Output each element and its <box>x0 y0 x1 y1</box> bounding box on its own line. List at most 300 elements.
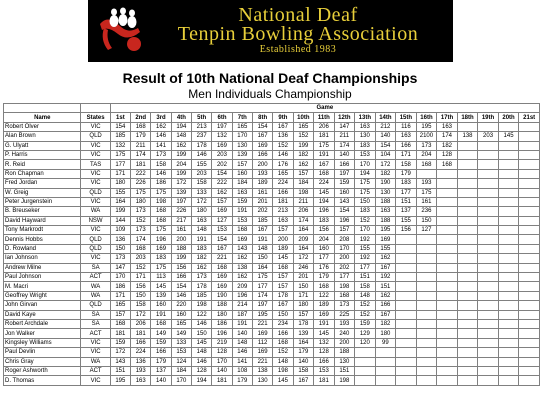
game-score: 169 <box>252 348 272 357</box>
game-score <box>396 273 417 282</box>
game-score: 159 <box>110 338 130 347</box>
game-score: 150 <box>355 197 376 206</box>
association-name-line2: Tenpin Bowling Association <box>177 23 419 45</box>
game-score: 173 <box>131 207 151 216</box>
game-score <box>498 244 519 253</box>
game-score <box>437 235 458 244</box>
game-score <box>519 197 540 206</box>
game-score <box>478 197 499 206</box>
game-score: 166 <box>171 273 191 282</box>
game-score: 158 <box>355 282 376 291</box>
table-row <box>4 244 540 253</box>
game-score: 180 <box>293 301 314 310</box>
game-score: 203 <box>131 254 151 263</box>
game-score: 152 <box>273 141 293 150</box>
game-score: 175 <box>131 188 151 197</box>
game-score: 180 <box>212 310 232 319</box>
game-score: 161 <box>416 197 437 206</box>
game-score <box>457 338 478 347</box>
game-score: 174 <box>293 216 314 225</box>
game-score: 173 <box>110 254 130 263</box>
game-score: 168 <box>151 319 171 328</box>
game-score <box>519 122 540 131</box>
game-score <box>437 207 458 216</box>
game-score: 156 <box>314 226 334 235</box>
game-score: 153 <box>171 348 191 357</box>
game-score: 175 <box>252 273 272 282</box>
game-score: 146 <box>232 348 252 357</box>
game-score: 162 <box>171 141 191 150</box>
game-score <box>457 160 478 169</box>
game-score <box>416 244 437 253</box>
game-score <box>457 216 478 225</box>
game-score: 203 <box>212 150 232 159</box>
game-score <box>478 319 499 328</box>
game-score: 168 <box>232 226 252 235</box>
game-score: 152 <box>293 132 314 141</box>
game-score: 145 <box>151 282 171 291</box>
bowler-state: WA <box>81 357 110 366</box>
bowler-name: P. Harris <box>4 150 81 159</box>
game-score: 196 <box>212 329 232 338</box>
game-score: 157 <box>293 169 314 178</box>
game-score: 172 <box>110 348 130 357</box>
game-score <box>437 263 458 272</box>
game-score: 197 <box>212 122 232 131</box>
game-score: 182 <box>375 319 396 328</box>
game-score <box>519 254 540 263</box>
game-score: 143 <box>334 197 355 206</box>
game-score: 234 <box>273 319 293 328</box>
bowler-state: VIC <box>81 226 110 235</box>
game-score: 157 <box>293 310 314 319</box>
table-row <box>4 263 540 272</box>
game-score <box>437 291 458 300</box>
game-score <box>457 226 478 235</box>
game-score: 191 <box>232 207 252 216</box>
game-score: 167 <box>293 376 314 385</box>
game-score: 195 <box>252 310 272 319</box>
game-score <box>519 338 540 347</box>
game-score: 197 <box>252 301 272 310</box>
game-score <box>396 348 417 357</box>
game-score: 192 <box>375 273 396 282</box>
game-score <box>519 282 540 291</box>
game-score: 190 <box>212 291 232 300</box>
game-score: 181 <box>273 197 293 206</box>
game-score: 167 <box>375 310 396 319</box>
game-score: 140 <box>334 150 355 159</box>
game-column-header: 15th <box>396 113 417 122</box>
game-score: 150 <box>273 310 293 319</box>
game-score: 158 <box>131 301 151 310</box>
bowler-name: Geoffrey Wright <box>4 291 81 300</box>
game-score: 202 <box>334 263 355 272</box>
game-score: 191 <box>232 319 252 328</box>
game-score: 170 <box>110 273 130 282</box>
game-score <box>498 273 519 282</box>
game-score: 2100 <box>416 132 437 141</box>
game-score <box>498 348 519 357</box>
game-score: 122 <box>314 291 334 300</box>
game-score: 179 <box>293 348 314 357</box>
game-score: 165 <box>293 122 314 131</box>
game-score: 179 <box>314 273 334 282</box>
game-score: 169 <box>252 141 272 150</box>
game-score <box>416 254 437 263</box>
game-score: 179 <box>131 132 151 141</box>
page-subtitle: Men Individuals Championship <box>188 87 352 101</box>
game-score <box>396 291 417 300</box>
table-row <box>4 122 540 131</box>
game-score <box>437 282 458 291</box>
game-score <box>396 244 417 253</box>
game-score: 196 <box>232 291 252 300</box>
game-score: 150 <box>416 216 437 225</box>
game-score: 208 <box>334 235 355 244</box>
game-score: 193 <box>416 179 437 188</box>
bowler-name: D. Rowland <box>4 244 81 253</box>
game-score: 136 <box>131 357 151 366</box>
game-column-header: 8th <box>252 113 272 122</box>
game-score: 157 <box>273 282 293 291</box>
game-score <box>416 273 437 282</box>
game-score <box>437 329 458 338</box>
game-score: 161 <box>252 188 272 197</box>
game-column-header: 2nd <box>131 113 151 122</box>
game-score <box>478 376 499 385</box>
game-score <box>437 226 458 235</box>
game-score <box>498 169 519 178</box>
game-score: 166 <box>273 329 293 338</box>
game-score <box>478 179 499 188</box>
game-score <box>519 329 540 338</box>
game-score <box>519 273 540 282</box>
game-score: 166 <box>334 160 355 169</box>
game-score: 194 <box>355 169 376 178</box>
table-row <box>4 235 540 244</box>
bowler-state: QLD <box>81 235 110 244</box>
game-score <box>457 207 478 216</box>
game-score <box>457 319 478 328</box>
game-score <box>457 329 478 338</box>
game-score: 171 <box>293 291 314 300</box>
game-score <box>396 235 417 244</box>
game-score: 153 <box>355 150 376 159</box>
game-score <box>519 132 540 141</box>
game-score: 130 <box>232 141 252 150</box>
bowler-name: Paul Devlin <box>4 348 81 357</box>
game-score: 152 <box>355 310 376 319</box>
game-score: 196 <box>334 216 355 225</box>
game-score: 159 <box>151 338 171 347</box>
game-score <box>457 179 478 188</box>
game-score: 178 <box>293 319 314 328</box>
game-score: 199 <box>293 141 314 150</box>
game-score: 152 <box>131 216 151 225</box>
game-score: 128 <box>212 348 232 357</box>
game-score: 132 <box>212 132 232 141</box>
game-score <box>498 197 519 206</box>
bowler-name: Peter Jurgenstein <box>4 197 81 206</box>
game-score <box>478 348 499 357</box>
game-score: 168 <box>273 263 293 272</box>
game-score: 169 <box>314 310 334 319</box>
game-score: 198 <box>293 188 314 197</box>
game-score: 169 <box>212 273 232 282</box>
game-score: 169 <box>375 235 396 244</box>
game-score <box>437 273 458 282</box>
game-score: 140 <box>151 376 171 385</box>
game-score: 181 <box>131 329 151 338</box>
game-score: 165 <box>273 169 293 178</box>
game-score <box>437 319 458 328</box>
game-score: 191 <box>314 150 334 159</box>
bowler-state: SA <box>81 310 110 319</box>
game-score: 172 <box>131 310 151 319</box>
game-score: 186 <box>212 319 232 328</box>
game-score: 169 <box>212 282 232 291</box>
page-title: Result of 10th National Deaf Championships <box>122 70 418 86</box>
game-score <box>457 188 478 197</box>
bowler-name: Fred Jordan <box>4 179 81 188</box>
game-score: 137 <box>151 366 171 375</box>
game-score <box>478 226 499 235</box>
game-score <box>498 291 519 300</box>
game-score: 166 <box>252 150 272 159</box>
game-score: 150 <box>192 329 212 338</box>
game-score: 212 <box>375 122 396 131</box>
game-score <box>498 226 519 235</box>
game-score: 145 <box>498 132 519 141</box>
bowler-name: W. Greig <box>4 188 81 197</box>
game-score: 138 <box>457 132 478 141</box>
game-score <box>457 376 478 385</box>
game-score: 194 <box>171 122 191 131</box>
game-score: 211 <box>131 141 151 150</box>
states-column-header: States <box>81 113 110 122</box>
game-score: 196 <box>151 235 171 244</box>
game-score: 224 <box>273 179 293 188</box>
game-score: 170 <box>212 357 232 366</box>
game-score: 224 <box>314 179 334 188</box>
game-score: 180 <box>192 207 212 216</box>
game-score: 161 <box>171 226 191 235</box>
game-score: 152 <box>131 263 151 272</box>
game-score: 177 <box>334 273 355 282</box>
game-score: 183 <box>192 244 212 253</box>
game-score: 155 <box>355 244 376 253</box>
game-score <box>478 235 499 244</box>
game-score <box>478 329 499 338</box>
game-score: 222 <box>212 179 232 188</box>
game-score: 130 <box>355 132 376 141</box>
game-header-row <box>4 104 540 113</box>
game-score <box>519 376 540 385</box>
game-score <box>498 357 519 366</box>
table-row <box>4 188 540 197</box>
game-score: 104 <box>375 150 396 159</box>
game-score: 164 <box>293 226 314 235</box>
game-score <box>498 301 519 310</box>
bowler-name: Ron Chapman <box>4 169 81 178</box>
game-score <box>498 235 519 244</box>
game-score: 173 <box>334 301 355 310</box>
game-score: 199 <box>110 207 130 216</box>
game-score: 152 <box>273 348 293 357</box>
game-score: 198 <box>334 282 355 291</box>
game-score <box>457 244 478 253</box>
game-score: 162 <box>293 160 314 169</box>
game-score: 188 <box>212 301 232 310</box>
game-score: 140 <box>232 329 252 338</box>
game-score: 200 <box>334 338 355 347</box>
bowler-state: VIC <box>81 197 110 206</box>
game-score: 145 <box>314 329 334 338</box>
game-score: 173 <box>131 226 151 235</box>
game-score: 184 <box>293 179 314 188</box>
table-row <box>4 207 540 216</box>
game-score: 183 <box>314 216 334 225</box>
game-score: 171 <box>396 150 417 159</box>
bowler-name: Jon Walker <box>4 329 81 338</box>
game-score: 146 <box>192 150 212 159</box>
game-score: 197 <box>171 197 191 206</box>
game-score: 206 <box>293 207 314 216</box>
game-score: 130 <box>334 357 355 366</box>
game-score: 167 <box>252 132 272 141</box>
game-score: 138 <box>232 263 252 272</box>
game-score: 143 <box>110 357 130 366</box>
bowler-state: VIC <box>81 338 110 347</box>
game-score: 174 <box>334 141 355 150</box>
game-score <box>437 338 458 347</box>
game-score: 175 <box>416 188 437 197</box>
game-score <box>498 179 519 188</box>
game-score: 198 <box>273 366 293 375</box>
game-score: 155 <box>396 216 417 225</box>
game-score: 193 <box>334 319 355 328</box>
game-score <box>375 357 396 366</box>
bowler-name: Robert Archdale <box>4 319 81 328</box>
bowler-name: Paul Johnson <box>4 273 81 282</box>
bowler-state: QLD <box>81 301 110 310</box>
established-line: Established 1983 <box>259 44 337 55</box>
bowler-state: SA <box>81 263 110 272</box>
game-score: 183 <box>355 141 376 150</box>
game-score <box>478 122 499 131</box>
game-score: 180 <box>131 197 151 206</box>
bowler-name: Ian Johnson <box>4 254 81 263</box>
game-score: 168 <box>212 263 232 272</box>
game-score: 173 <box>416 141 437 150</box>
game-score: 209 <box>232 282 252 291</box>
bowler-state: NSW <box>81 216 110 225</box>
game-score <box>396 254 417 263</box>
game-score: 188 <box>334 348 355 357</box>
game-score: 175 <box>355 188 376 197</box>
game-score: 177 <box>396 188 417 197</box>
game-score: 157 <box>212 197 232 206</box>
game-score: 151 <box>375 282 396 291</box>
game-score: 169 <box>232 235 252 244</box>
game-score: 167 <box>273 122 293 131</box>
game-score: 203 <box>192 169 212 178</box>
game-score: 157 <box>334 226 355 235</box>
game-score: 221 <box>212 254 232 263</box>
game-score <box>457 122 478 131</box>
game-score <box>478 273 499 282</box>
game-score: 109 <box>110 226 130 235</box>
game-score: 164 <box>293 338 314 347</box>
game-column-header: 11th <box>314 113 334 122</box>
game-score: 154 <box>171 282 191 291</box>
game-score <box>437 179 458 188</box>
table-row <box>4 357 540 366</box>
game-score: 147 <box>110 263 130 272</box>
game-score <box>416 235 437 244</box>
game-score: 133 <box>171 338 191 347</box>
game-score <box>457 235 478 244</box>
game-score: 167 <box>375 263 396 272</box>
game-score <box>478 338 499 347</box>
game-score: 139 <box>151 291 171 300</box>
game-score <box>498 254 519 263</box>
game-score: 160 <box>151 301 171 310</box>
game-score <box>519 357 540 366</box>
game-score: 220 <box>171 301 191 310</box>
game-score <box>437 188 458 197</box>
table-row <box>4 169 540 178</box>
game-score: 246 <box>293 263 314 272</box>
game-column-header: 17th <box>437 113 458 122</box>
game-score: 140 <box>212 366 232 375</box>
game-score: 146 <box>273 150 293 159</box>
game-score: 153 <box>232 216 252 225</box>
game-score: 159 <box>334 179 355 188</box>
bowler-state: ACT <box>81 329 110 338</box>
game-score <box>437 197 458 206</box>
game-score <box>457 150 478 159</box>
game-score <box>498 122 519 131</box>
game-score: 164 <box>293 244 314 253</box>
game-score <box>519 291 540 300</box>
game-score: 157 <box>273 226 293 235</box>
game-score: 162 <box>375 291 396 300</box>
game-score: 213 <box>192 122 212 131</box>
table-row <box>4 197 540 206</box>
blank-header-cell <box>4 104 81 113</box>
game-score: 169 <box>212 207 232 216</box>
game-score: 148 <box>355 291 376 300</box>
game-score: 211 <box>293 197 314 206</box>
game-score: 120 <box>355 338 376 347</box>
game-score <box>457 357 478 366</box>
table-row <box>4 216 540 225</box>
game-score: 132 <box>110 141 130 150</box>
game-score <box>498 338 519 347</box>
game-score: 175 <box>110 150 130 159</box>
game-score: 145 <box>273 376 293 385</box>
game-score: 151 <box>110 366 130 375</box>
game-score: 159 <box>232 197 252 206</box>
game-score <box>457 291 478 300</box>
game-score: 146 <box>151 169 171 178</box>
game-score: 163 <box>131 376 151 385</box>
bowler-state: VIC <box>81 348 110 357</box>
table-row <box>4 301 540 310</box>
game-score: 195 <box>110 376 130 385</box>
